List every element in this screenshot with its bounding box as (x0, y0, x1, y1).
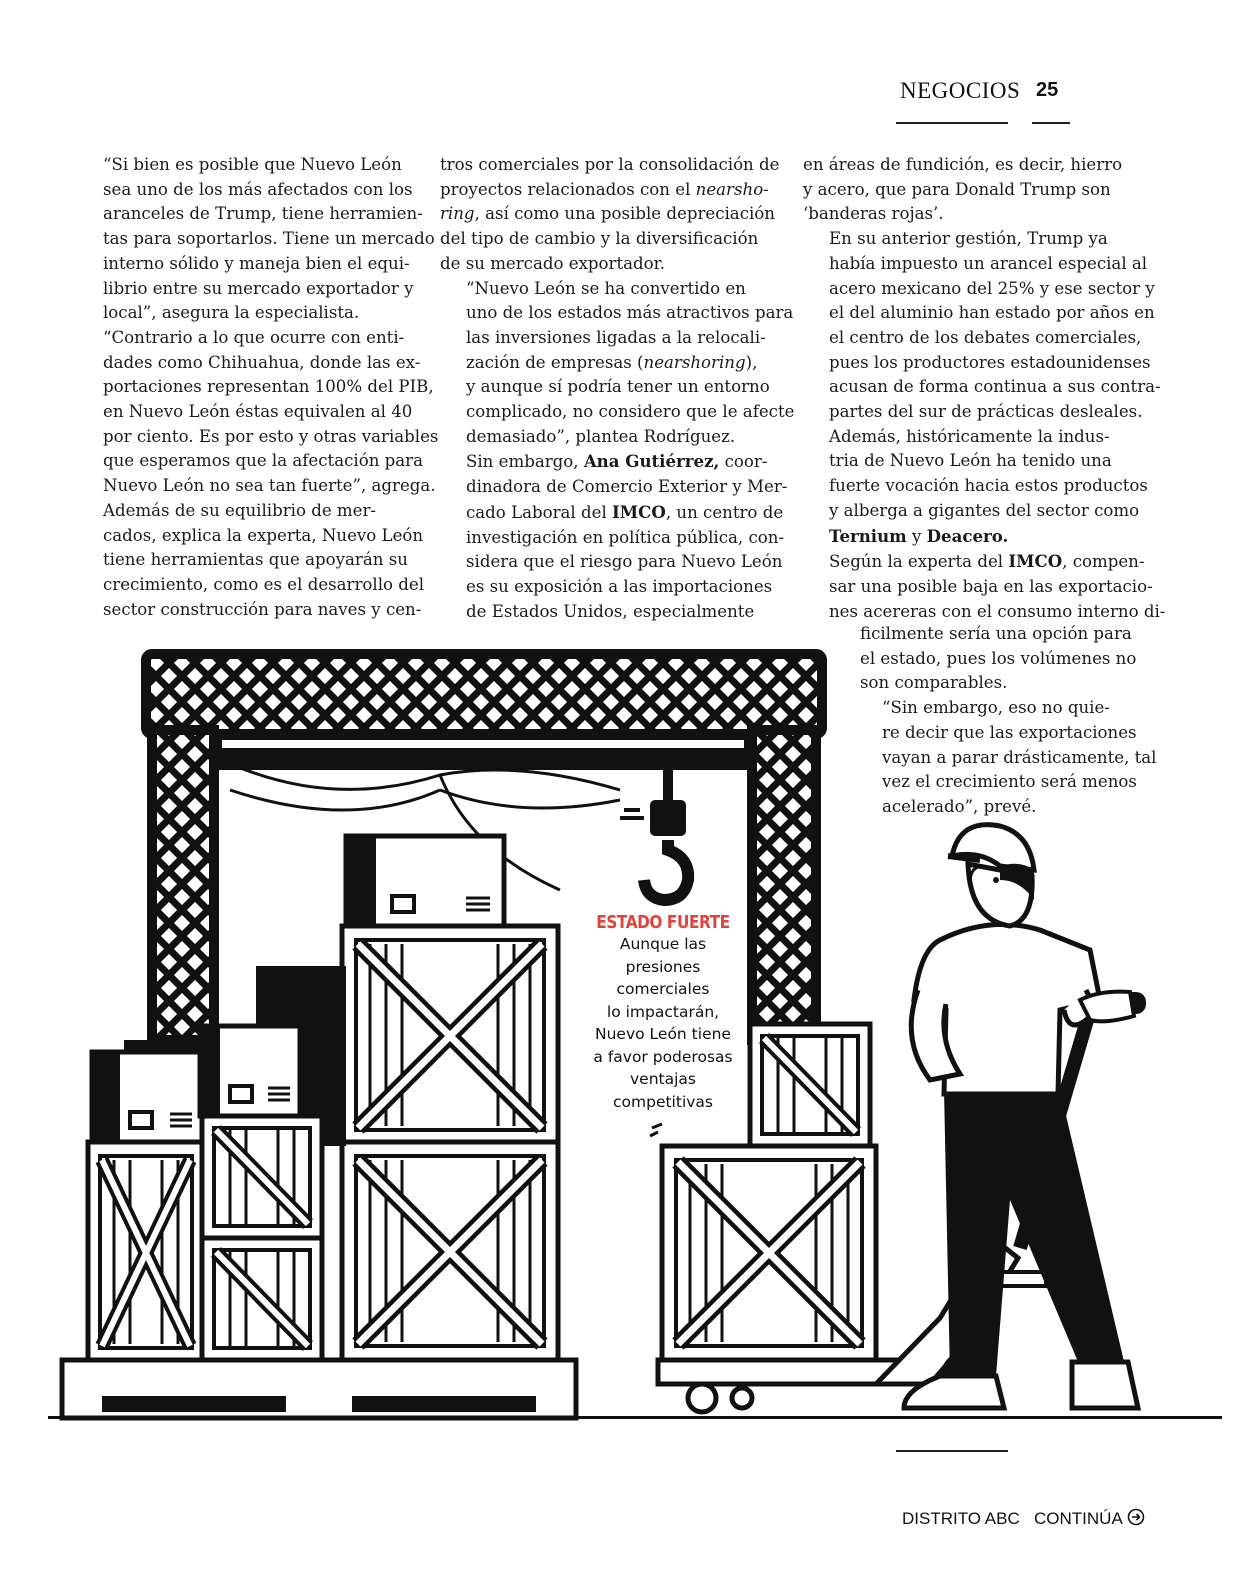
paragraph: Según la experta del IMCO, compen- sar una posible baja en las exportacio- nes acereras con el consumo interno di- (829, 551, 1166, 621)
paragraph: “Contrario a lo que ocurre con enti- dades como Chihuahua, donde las ex- portaciones representan 100% del PIB, en Nuevo León éstas equivalen al 40 por ciento. Es por esto y otras variables que esperamos que la afectación para Nuevo León no sea tan fuerte”, agrega. (103, 327, 439, 496)
article-column-3-tail (856, 622, 1157, 820)
callout-body: Aunque las presiones comerciales lo impactarán, Nuevo León tiene a favor poderosas ventajas competitivas (593, 935, 733, 1111)
article-column-1 (77, 153, 439, 622)
article-column-2 (440, 153, 795, 624)
page-number: 25 (1036, 79, 1059, 101)
footer-brand: DISTRITO ABC (902, 1509, 1020, 1528)
paragraph: Sin embargo, Ana Gutiérrez, coor- dinadora de Comercio Exterior y Mer- cado Laboral del IMCO, un centro de investigación en política pública, con- sidera que el riesgo para Nuevo León es su exposición a las importaciones de Estados Unidos, especialmente (466, 451, 788, 621)
paragraph: tros comerciales por la consolidación de proyectos relacionados con el nearsho- ring, así como una posible depreciación del tipo de cambio y la diversificación de su mercado exportador. (440, 155, 780, 273)
ground-line (48, 1416, 1222, 1419)
paragraph: ficilmente sería una opción para el estado, pues los volúmenes no son comparables. (860, 624, 1137, 693)
paragraph: en áreas de fundición, es decir, hierro y acero, que para Donald Trump son ‘banderas rojas’. (803, 155, 1123, 224)
paragraph: “Sin embargo, eso no quie- re decir que las exportaciones vayan a parar drásticamente, tal vez el crecimiento será menos acelerado”, prevé. (882, 698, 1157, 816)
paragraph: Además de su equilibrio de mer- cados, explica la experta, Nuevo León tiene herramientas que apoyarán su crecimiento, como es el desarrollo del sector construcción para naves y cen- (103, 500, 425, 619)
crate-stack-left (88, 966, 346, 1360)
paragraph: “Nuevo León se ha convertido en uno de los estados más atractivos para las inversiones ligadas a la relocali- zación de empresas (nearshoring), y aunque sí podría tener un entorno complicado, no considero que le afecte demasiado”, plantea Rodríguez. (466, 278, 795, 446)
section-label: NEGOCIOS (900, 78, 1021, 103)
continue-label[interactable]: CONTINÚA (1034, 1509, 1123, 1528)
paragraph: “Si bien es posible que Nuevo León sea uno de los más afectados con los aranceles de Trump, tiene herramien- tas para soportarlos. Tiene un mercado interno sólido y maneja bien el equi- librio entre su mercado exportador y local”, asegura la especialista. (103, 155, 435, 323)
pull-quote-callout (578, 912, 748, 1113)
crane-hook (620, 770, 688, 900)
pallet (62, 1360, 576, 1418)
paragraph: Además, históricamente la indus- tria de Nuevo León ha tenido una fuerte vocación hacia estos productos y alberga a gigantes del sector como Ternium y Deacero. (829, 426, 1148, 546)
crate-stack-center (342, 836, 558, 1360)
article-column-3 (803, 153, 1166, 624)
arrow-right-circle-icon[interactable] (1127, 1508, 1145, 1526)
callout-kicker: ESTADO FUERTE (596, 912, 730, 933)
footer-rule (896, 1450, 1008, 1452)
paragraph: En su anterior gestión, Trump ya había impuesto un arancel especial al acero mexicano del 25% y ese sector y el del aluminio han estado por años en el centro de los debates comerciales, pues los productores estadounidenses acusan de forma continua a sus contra- partes del sur de prácticas desleales. (829, 229, 1161, 422)
